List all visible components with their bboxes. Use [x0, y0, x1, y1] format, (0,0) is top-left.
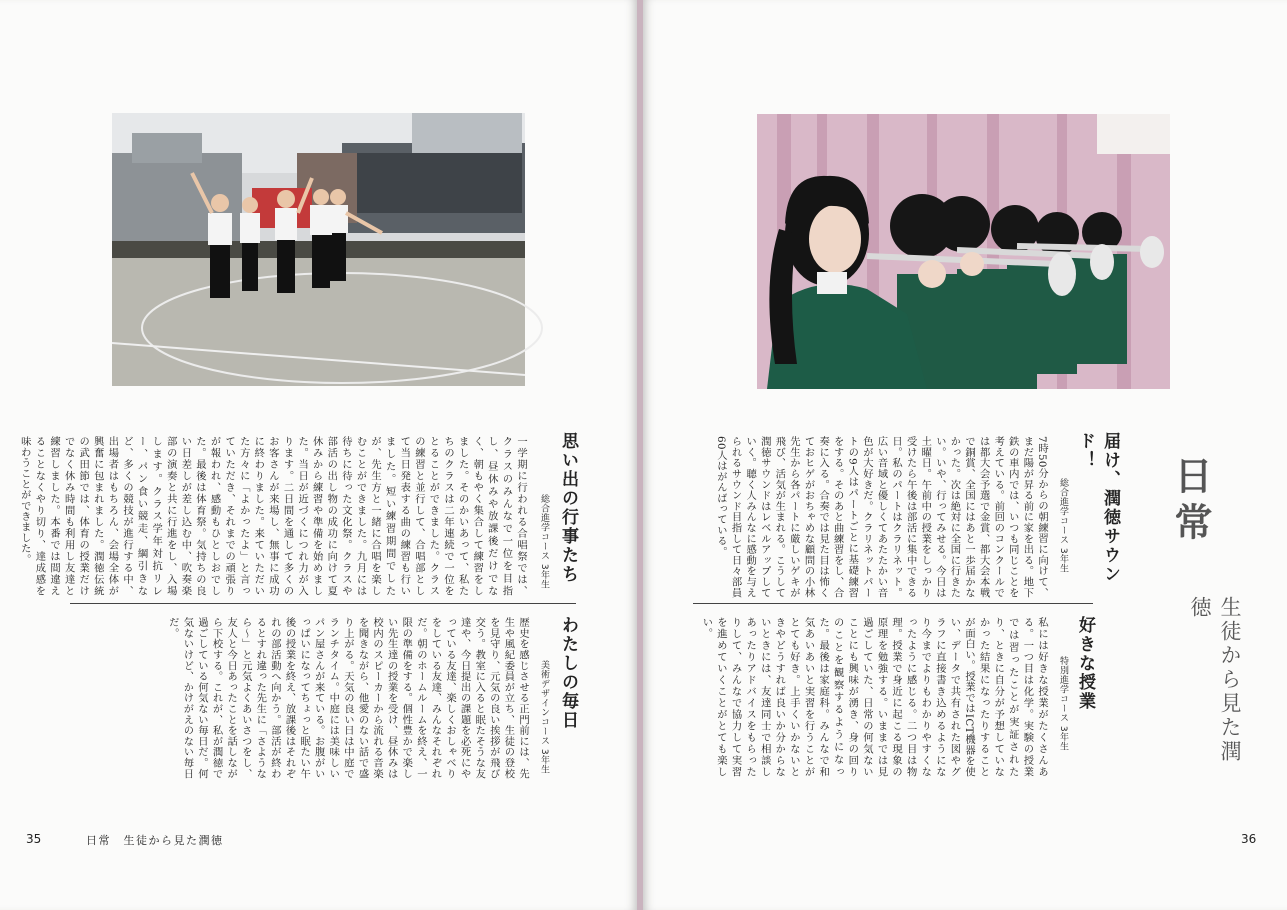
section-divider: [693, 603, 1093, 604]
page-number: 35: [26, 832, 42, 846]
article-title: わたしの毎日: [558, 616, 578, 730]
sports-day-photo: [112, 113, 525, 386]
article-title: 思い出の行事たち: [558, 432, 578, 584]
article-body: 私には好きな授業がたくさんある。一つ目は化学。実験の授業では習ったことが実証されたり、ときに自分が予想していなかった結果になったりすることが面白い。授業ではICT機器を使い、データで共有された図やグラフに直接書き込めるようになり今までよりもわかりやすくなったように感じる。二つ目は物理。授業で身近に起こる現象の原理を勉強する。いままでは見過ごしていた、日常の何気ないことにも興味が湧き、身の回りのことを観察するようになった。最後は家庭科。みんなで和気あいあいと実習を行うことがとても好き。上手くいかないときやどうすれば良いか分からないときには、友達同士で相談しあったりアドバイスをもらったりして、みんなで協力して実習を進めていくことがとても楽しい。: [700, 617, 1048, 777]
trumpet-photo: [757, 114, 1170, 389]
footer-title: 日常 生徒から見た潤徳: [86, 834, 224, 847]
section-divider: [70, 603, 576, 604]
section-big-title: 日常: [1168, 456, 1213, 548]
article-byline: 総合進学コース 3年生: [539, 494, 549, 590]
article-body: 歴史を感じさせる正門前には、先生や風紀委員が立ち、生徒の登校を見守り、元気の良い挨拶が飛び交う。教室に入ると眠たそうな友達や、今日提出の課題を必死にやっている友達、楽しくおしゃべりをしている友達、みんなそれぞれだ。朝のホームルームを終え、一限の準備をする。個性豊かで楽しい先生達の授業を受け、昼休みは校内のスピーカーから流れる音楽を聞きながら、他愛のない話で盛り上がる。天気の良い日は中庭でランチタイム。中庭には美味しいパン屋さんが来ている。お腹がいっぱいになってちょっと眠たい午後の授業を終え、放課後はそれぞれの部活動へ向かう。部活が終わるとすれ違った先生に「さようなら〜」と元気よくあいさつをし、友人と今日あったことを話しながら下校する。これが、私が潤徳で過ごしている何気ない毎日だ。何気ないけど、かけがえのない毎日だ。: [166, 617, 529, 779]
article-title: 好きな授業: [1075, 616, 1095, 711]
right-page: [643, 0, 1287, 910]
article-body: 7時50分からの朝練習に向けて、まだ陽が昇る前に家を出る。地下鉄の車内では、いつも同じことを考えている。前回のコンクールでは都大会予選で金賞、都大会本戦で銅賞、全国にはあと一歩届かなかった。次は絶対に全国に行きたい。いや、行ってみせる。今日は土曜日。午前中の授業をしっかり受けたら午後は部活に集中できる日。私のパートはクラリネット。広い音域と優しくてあたたかい音色が大好きだ。クラリネットパートの9人はパートごとに基礎練習をする。そのあと曲練習をし、合奏に入る。合奏では見た目は怖くておヒゲがおちゃめな顧問の小林先生から各パートに厳しいゲキが飛び、活気が生まれる。こうして潤徳サウンドはレベルアップしていく。聴く人みんなに感動を与えられるサウンド目指して日々部員60人はがんばっている。: [714, 436, 1048, 598]
section-sub-title: 生徒から見た潤徳: [1188, 596, 1242, 764]
article-byline: 美術デザインコース 3年生: [539, 660, 549, 775]
article-byline: 総合進学コース 3年生: [1058, 478, 1068, 574]
left-page: [0, 0, 637, 910]
article-title: 届け、潤徳サウンド！: [1075, 432, 1120, 584]
article-byline: 特別進学コース 3年生: [1058, 656, 1068, 752]
article-body: 一学期に行われる合唱祭では、クラスのみんなで一位を目指し、昼休みや放課後だけでなく、朝もやく集合して練習をしました。そのかいあって、私たちのクラスは二年連続で一位をとることができました。クラスの練習と並行して、合唱部として当日発表する曲の練習も行いました。短い練習期間でしたが、先生方と一緒に合唱を楽しむことができました。九月には待ちに待った文化祭。クラスや部活の出し物の成功に向けて夏休みから練習や準備を始めました。当日が近づくにつれ力が入ります。二日間を通して多くのお客さんが来場し、無事に成功に終わりました。来ていただいた方々に「よかったよ」と言っていただき、それまでの頑張りが報われ、感動もひとしおでした。最後は体育祭。気持ちの良い日差しが差し込む中、吹奏楽部の演奏と共に行進をし、入場します。クラス学年対抗リレー、パン食い競走、綱引きなど、多くの競技が進行する中、出場者はもちろん、会場全体が興奮に包まれました。潤徳伝統の武田節では、体育の授業だけでなく休み時間も利用し友達と練習しました。本番では間違えることなくやり切り、達成感を味わうことができました。: [18, 436, 527, 596]
page-number: 36: [1241, 832, 1257, 846]
